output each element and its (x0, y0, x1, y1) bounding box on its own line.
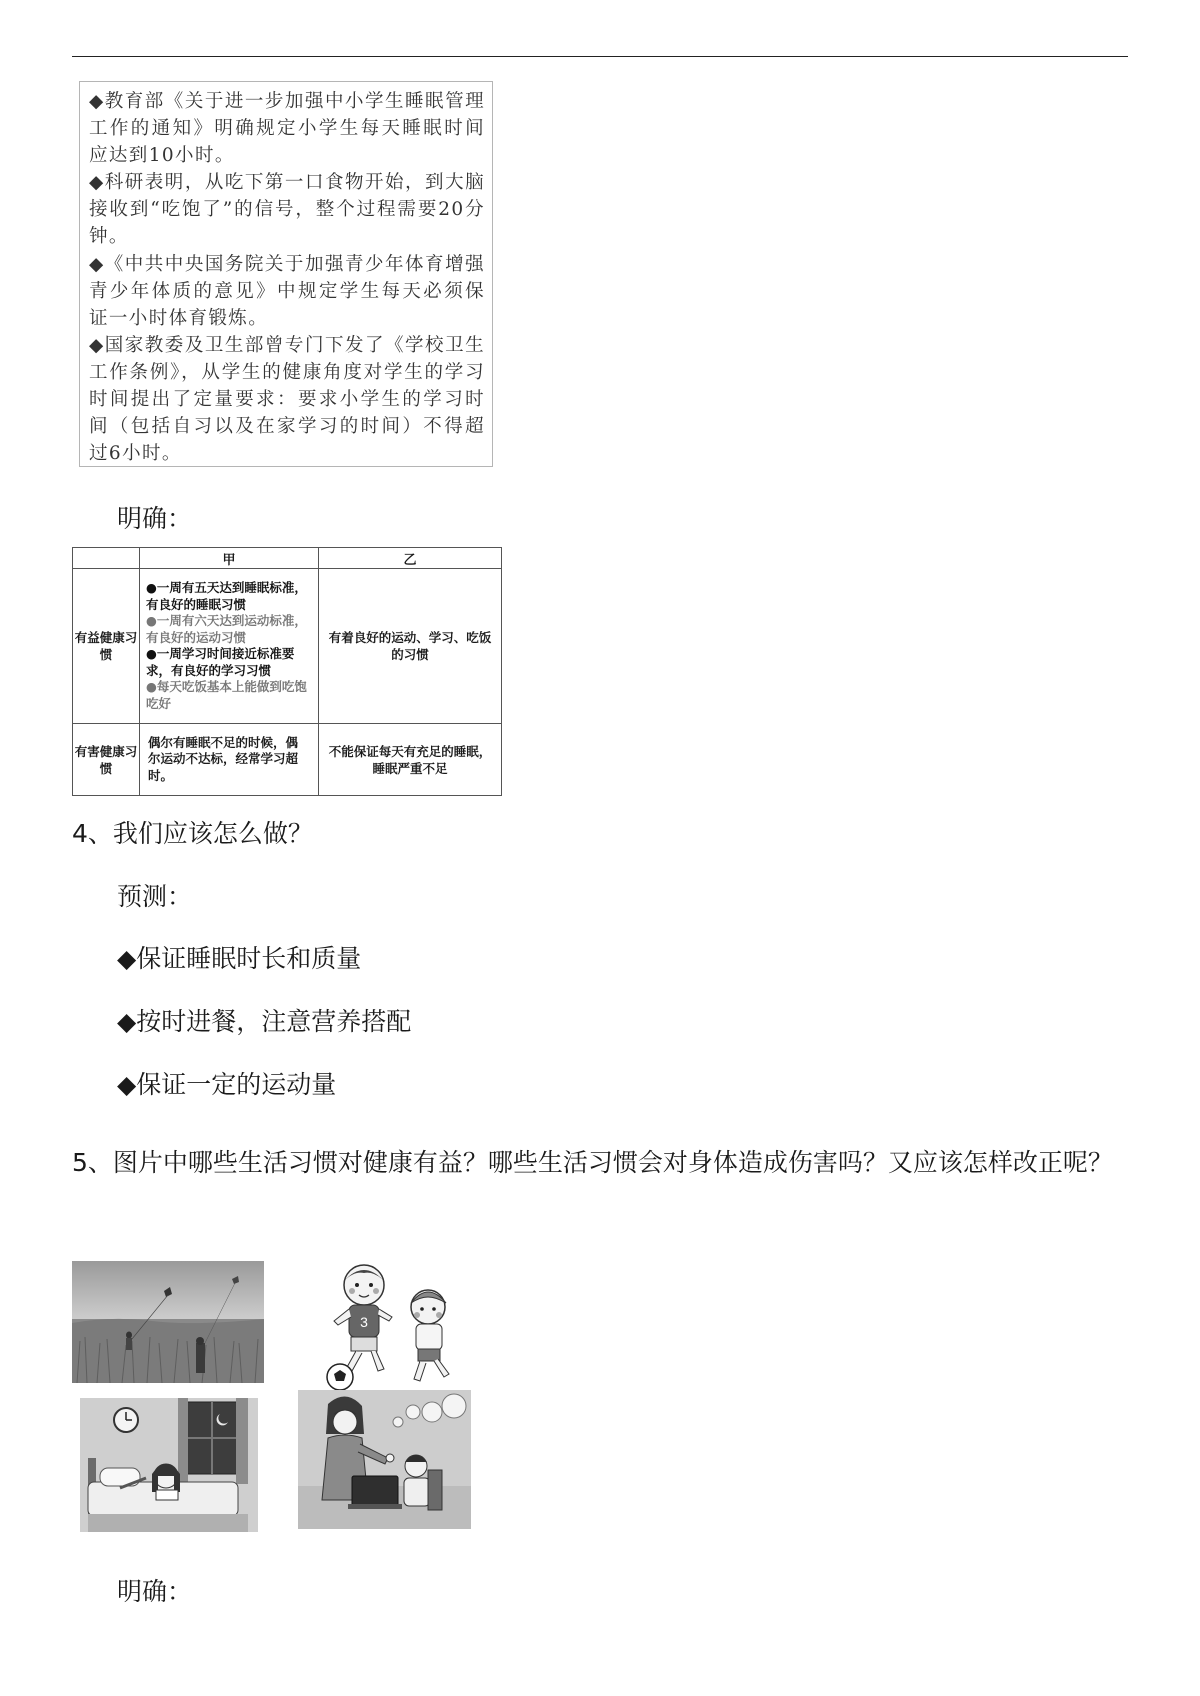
table-header-yi: 乙 (319, 548, 502, 569)
reading-in-bed-image (80, 1398, 258, 1532)
question-4: 4、我们应该怎么做？ (72, 819, 313, 848)
bullet-exercise: ◆保证一定的运动量 (117, 1070, 337, 1099)
question-5: 5、图片中哪些生活习惯对健康有益？哪些生活习惯会对身体造成伤害吗？又应该怎样改正呢？ (72, 1148, 1113, 1177)
list-item: ●一周有五天达到睡眠标准，有良好的睡眠习惯 (146, 580, 307, 612)
yi-beneficial-cell: 有着良好的运动、学习、吃饭的习惯 (319, 569, 502, 724)
info-line-eating: ◆科研表明，从吃下第一口食物开始，到大脑接收到“吃饱了”的信号，整个过程需要20分钟。 (89, 172, 485, 248)
policy-info-box (79, 81, 493, 467)
table-header-blank (73, 548, 140, 569)
table-row (73, 569, 502, 724)
row-head-beneficial: 有益健康习惯 (73, 569, 140, 724)
soccer-boys-image (316, 1259, 464, 1392)
list-item: ●一周有六天达到运动标准，有良好的运动习惯 (146, 613, 307, 645)
info-line-study: ◆国家教委及卫生部曾专门下发了《学校卫生工作条例》，从学生的健康角度对学生的学习时间提出了定量要求：要求小学生的学习时间（包括自习以及在家学习的时间）不得超过6小时。 (89, 334, 485, 465)
habit-comparison-table (72, 547, 502, 796)
info-line-sleep: ◆教育部《关于进一步加强中小学生睡眠管理工作的通知》明确规定小学生每天睡眠时间应达到10小时。 (89, 91, 485, 167)
predict-label: 预测： (117, 882, 193, 911)
mother-and-boy-laptop-image (298, 1390, 471, 1529)
info-line-exercise: ◆《中共中央国务院关于加强青少年体育增强青少年体质的意见》中规定学生每天必须保证一小时体育锻炼。 (89, 253, 485, 329)
bullet-meals: ◆按时进餐，注意营养搭配 (117, 1007, 412, 1036)
table-header-row (73, 548, 502, 569)
list-item: ●每天吃饭基本上能做到吃饱吃好 (146, 679, 307, 711)
table-row (73, 724, 502, 796)
jia-beneficial-cell (140, 569, 319, 724)
table-header-jia: 甲 (140, 548, 319, 569)
yi-harmful-cell: 不能保证每天有充足的睡眠，睡眠严重不足 (319, 724, 502, 796)
clarify-label-bottom: 明确： (117, 1577, 193, 1606)
jia-harmful-cell: 偶尔有睡眠不足的时候，偶尔运动不达标，经常学习超时。 (140, 724, 319, 796)
kite-flying-image (72, 1261, 264, 1383)
jersey-number: 3 (360, 1314, 368, 1330)
header-rule (72, 56, 1128, 57)
row-head-harmful: 有害健康习惯 (73, 724, 140, 796)
list-item: ●一周学习时间接近标准要求，有良好的学习习惯 (146, 646, 295, 678)
clarify-label: 明确： (117, 504, 193, 533)
bullet-sleep: ◆保证睡眠时长和质量 (117, 944, 362, 973)
